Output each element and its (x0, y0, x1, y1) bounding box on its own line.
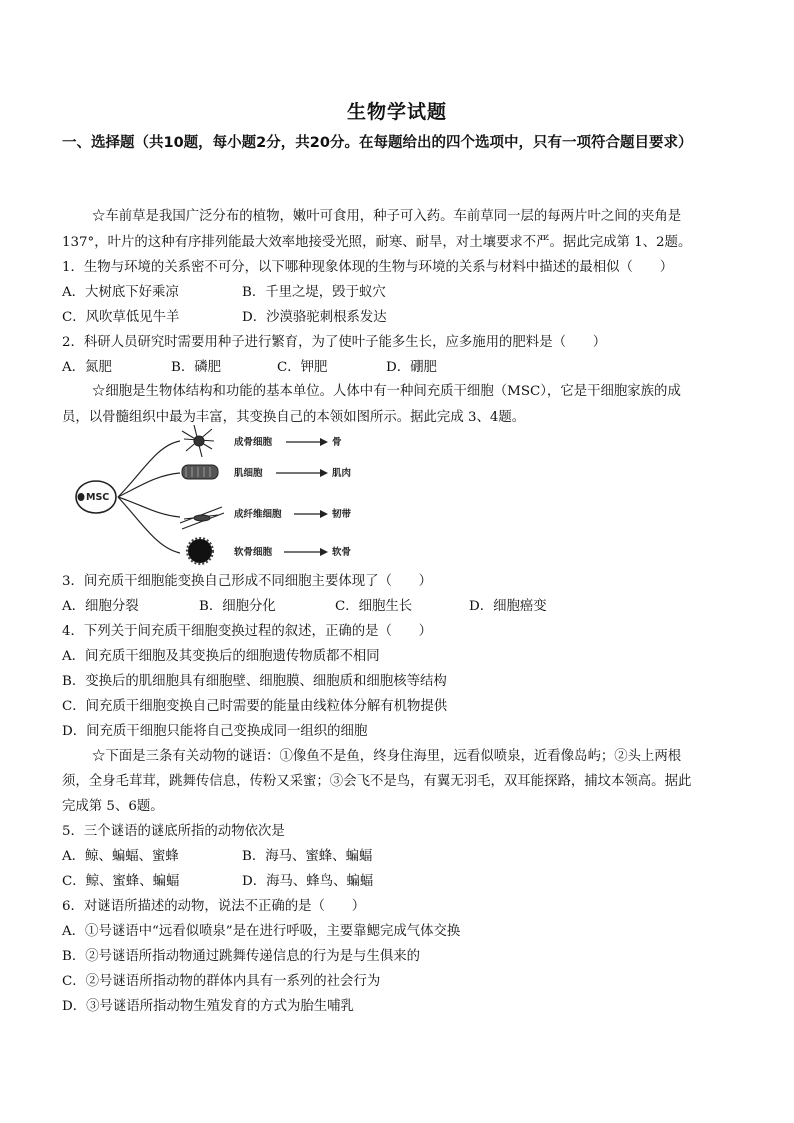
question-4-option-c: C．间充质干细胞变换自己时需要的能量由线粒体分解有机物提供 (62, 699, 448, 714)
question-4-option-d: D．间充质干细胞只能将自己变换成同一组织的细胞 (62, 724, 368, 739)
question-5-option-a: A．鲸、蝙蝠、蜜蜂 (62, 849, 179, 864)
row-chondrocyte (234, 546, 352, 558)
question-2-option-d: D．硼肥 (386, 360, 437, 375)
question-5-option-d: D．海马、蜂鸟、蝙蝠 (242, 874, 374, 889)
question-3-option-a: A．细胞分裂 (62, 599, 139, 614)
tissue-label-bone: 骨 (332, 437, 342, 448)
fibroblast-icon (180, 507, 224, 529)
question-6-option-a: A．①号谜语中“远看似喷泉”是在进行呼吸，主要靠鳃完成气体交换 (62, 924, 461, 939)
question-1-option-d: D．沙漠骆驼刺根系发达 (242, 310, 387, 325)
cell-label-chondrocyte: 软骨细胞 (234, 547, 273, 558)
question-5-option-c: C．鲸、蜜蜂、蝙蝠 (62, 874, 180, 889)
passage-3-line-2: 须，全身毛茸茸，跳舞传信息，传粉又采蜜；③会飞不是鸟，有翼无羽毛，双耳能探路，捕坟本领高。据此 (62, 774, 692, 789)
branch-arrows (118, 441, 180, 553)
question-6-option-d: D．③号谜语所指动物生殖发育的方式为胎生哺乳 (62, 999, 354, 1014)
question-3-option-d: D．细胞癌变 (469, 599, 547, 614)
question-3-stem: 3．间充质干细胞能变换自己形成不同细胞主要体现了（ ） (62, 574, 433, 589)
question-1-option-a: A．大树底下好乘凉 (62, 285, 179, 300)
muscle-cell-icon (182, 465, 218, 479)
question-3-option-b: B．细胞分化 (199, 599, 276, 614)
question-2-option-a: A．氮肥 (62, 360, 112, 375)
passage-2-line-2: 员，以骨髓组织中最为丰富，其变换自己的本领如图所示。据此完成 3、4题。 (62, 410, 526, 425)
question-2-stem: 2．科研人员研究时需要用种子进行繁育，为了使叶子能多生长，应多施用的肥料是（ ） (62, 335, 607, 350)
msc-differentiation-diagram (62, 418, 362, 578)
tissue-label-muscle: 肌肉 (332, 468, 352, 479)
chondrocyte-icon (187, 538, 213, 564)
question-4-stem: 4．下列关于间充质干细胞变换过程的叙述，正确的是（ ） (62, 624, 433, 639)
question-6-stem: 6．对谜语所描述的动物，说法不正确的是（ ） (62, 899, 366, 914)
passage-2-line-1: ☆细胞是生物体结构和功能的基本单位。人体中有一种间充质干细胞（MSC），它是干细胞家族的成 (92, 384, 681, 399)
tissue-label-cartilage: 软骨 (332, 547, 352, 558)
cell-label-fibroblast: 成纤维细胞 (234, 509, 282, 520)
page-title: 生物学试题 (346, 101, 447, 123)
passage-1-line-2: 137°，叶片的这种有序排列能最大效率地接受光照，耐寒、耐旱，对土壤要求不严。据此完成第 1、2题。 (62, 235, 692, 250)
question-3-option-c: C．细胞生长 (335, 599, 413, 614)
row-muscle (234, 467, 352, 479)
passage-3-line-1: ☆下面是三条有关动物的谜语：①像鱼不是鱼，终身住海里，远看似喷泉，近看像岛屿；②头上两根 (92, 749, 682, 764)
question-2-option-c: C．钾肥 (277, 360, 328, 375)
cell-label-osteoblast: 成骨细胞 (234, 437, 273, 448)
question-1-stem: 1．生物与环境的关系密不可分，以下哪种现象体现的生物与环境的关系与材料中描述的最相似（ ） (62, 260, 674, 275)
row-fibroblast (234, 508, 352, 520)
question-5-option-b: B．海马、蜜蜂、蝙蝠 (242, 849, 373, 864)
question-2-option-b: B．磷肥 (171, 360, 222, 375)
section-heading: 一、选择题（共10题，每小题2分，共20分。在每题给出的四个选项中，只有一项符合题目要求） (62, 135, 693, 151)
cell-label-muscle: 肌细胞 (234, 468, 263, 479)
question-1-option-b: B．千里之堤，毁于蚁穴 (242, 285, 386, 300)
passage-3-line-3: 完成第 5、6题。 (62, 799, 164, 814)
osteoblast-icon (182, 425, 214, 457)
question-6-option-b: B．②号谜语所指动物通过跳舞传递信息的行为是与生俱来的 (62, 949, 420, 964)
question-4-option-a: A．间充质干细胞及其变换后的细胞遗传物质都不相同 (62, 649, 380, 664)
passage-1-line-1: ☆车前草是我国广泛分布的植物，嫩叶可食用，种子可入药。车前草同一层的每两片叶之间的夹角是 (92, 209, 682, 224)
question-4-option-b: B．变换后的肌细胞具有细胞壁、细胞膜、细胞质和细胞核等结构 (62, 674, 447, 689)
question-5-stem: 5．三个谜语的谜底所指的动物依次是 (62, 824, 285, 839)
msc-label: MSC (86, 492, 110, 503)
question-1-option-c: C．风吹草低见牛羊 (62, 310, 180, 325)
tissue-label-ligament: 韧带 (332, 509, 352, 520)
row-osteoblast (234, 436, 342, 448)
question-6-option-c: C．②号谜语所指动物的群体内具有一系列的社会行为 (62, 974, 381, 989)
